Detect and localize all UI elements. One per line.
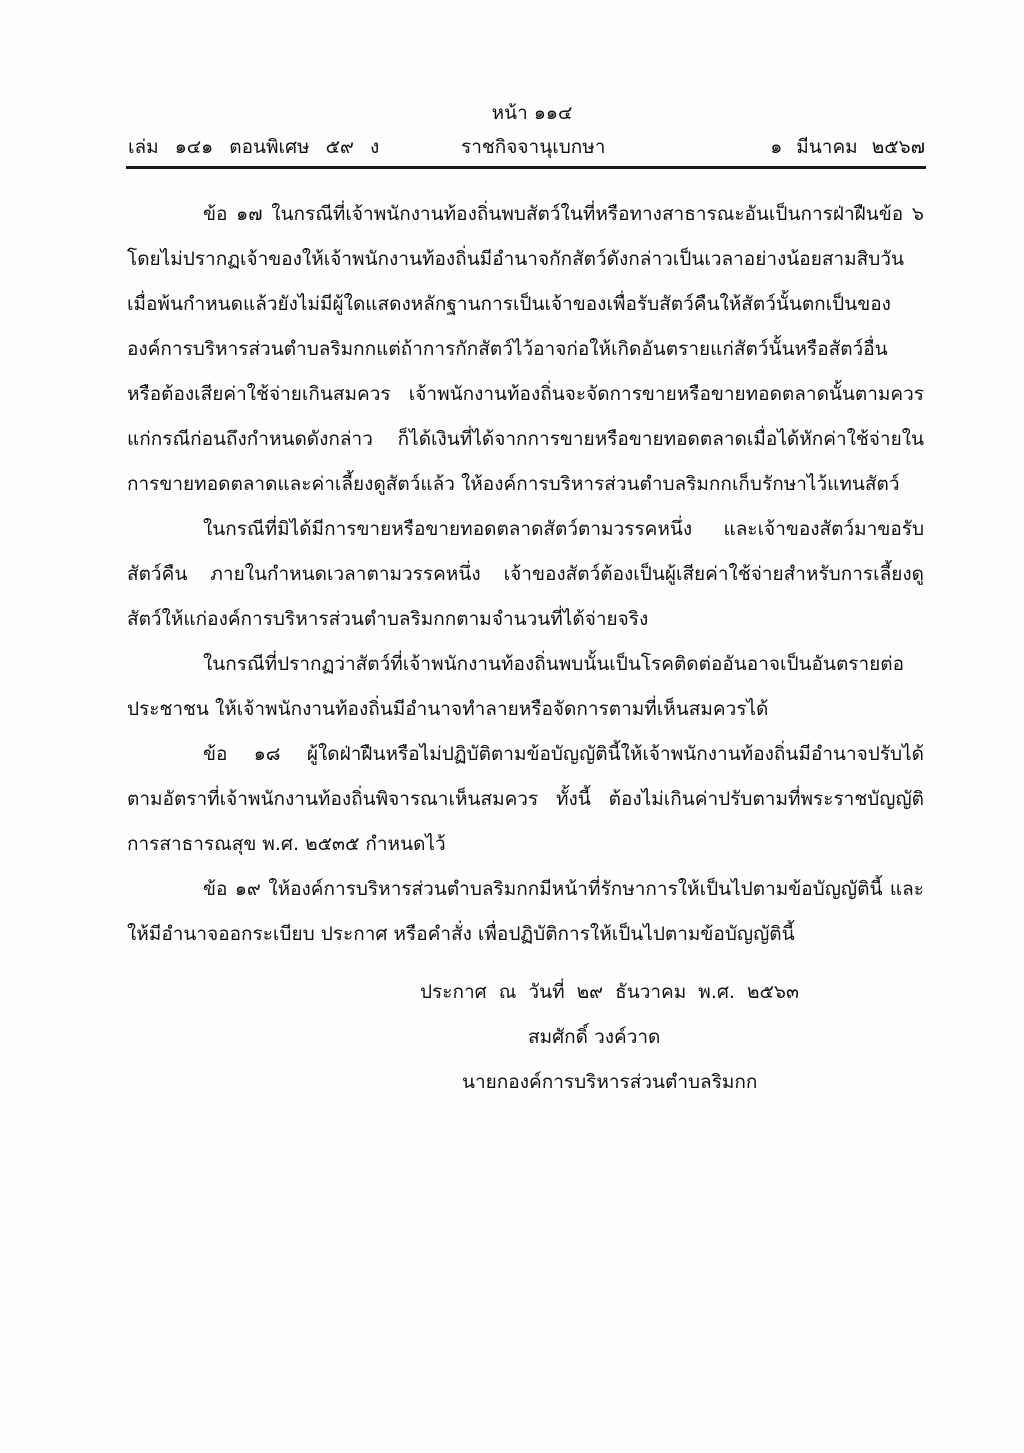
paragraph-clause-17: ข้อ ๑๗ ในกรณีที่เจ้าพนักงานท้องถิ่นพบสัตว์ในที่หรือทางสาธารณะอันเป็นการฝ่าฝืนข้อ ๖ โดยไม่ปรากฏเจ้าของให้เจ้าพนักงานท้องถิ่นมีอำนาจกักสัตว์ดังกล่าวเป็นเวลาอย่างน้อยสามสิบวัน เมื่อพ้นกำหนดแล้วยังไม่มีผู้ใดแสดงหลักฐานการเป็นเจ้าของเพื่อรับสัตว์คืนให้สัตว์นั้นตกเป็นขององค์การบริหารส่วนตำบลริมกกแต่ถ้าการกักสัตว์ไว้อาจก่อให้เกิดอันตรายแก่สัตว์นั้นหรือสัตว์อื่น หรือต้องเสียค่าใช้จ่ายเกินสมควร เจ้าพนักงานท้องถิ่นจะจัดการขายหรือขายทอดตลาดนั้นตามควรแก่กรณีก่อนถึงกำหนดดังกล่าว ก็ได้เงินที่ได้จากการขายหรือขายทอดตลาดเมื่อได้หักค่าใช้จ่ายในการขายทอดตลาดและค่าเลี้ยงดูสัตว์แล้ว ให้องค์การบริหารส่วนตำบลริมกกเก็บรักษาไว้แทนสัตว์	[127, 203, 924, 495]
paragraph-clause-18: ข้อ ๑๘ ผู้ใดฝ่าฝืนหรือไม่ปฏิบัติตามข้อบัญญัตินี้ให้เจ้าพนักงานท้องถิ่นมีอำนาจปรับได้ ตามอัตราที่เจ้าพนักงานท้องถิ่นพิจารณาเห็นสมควร ทั้งนี้ ต้องไม่เกินค่าปรับตามที่พระราชบัญญัติ การสาธารณสุข พ.ศ. ๒๕๓๕ กำหนดไว้	[127, 743, 924, 855]
signatory-title: นายกองค์การบริหารส่วนตำบลริมกก	[462, 1071, 758, 1093]
paragraph-clause-17-third: ในกรณีที่ปรากฏว่าสัตว์ที่เจ้าพนักงานท้องถิ่นพบนั้นเป็นโรคติดต่ออันอาจเป็นอันตรายต่อประชาชน ให้เจ้าพนักงานท้องถิ่นมีอำนาจทำลายหรือจัดการตามที่เห็นสมควรได้	[127, 653, 905, 720]
gazette-header	[128, 132, 925, 162]
paragraph-clause-17-second: ในกรณีที่มิได้มีการขายหรือขายทอดตลาดสัตว์ตามวรรคหนึ่ง และเจ้าของสัตว์มาขอรับสัตว์คืน ภายในกำหนดเวลาตามวรรคหนึ่ง เจ้าของสัตว์ต้องเป็นผู้เสียค่าใช้จ่ายสำหรับการเลี้ยงดูสัตว์ให้แก่องค์การบริหารส่วนตำบลริมกกตามจำนวนที่ได้จ่ายจริง	[127, 518, 924, 630]
document-body	[127, 192, 924, 957]
signatory-name: สมศักดิ์ วงค์วาด	[528, 1026, 661, 1048]
page-number: หน้า ๑๑๔	[491, 102, 573, 124]
header-divider	[126, 166, 926, 169]
publication-date: ๑ มีนาคม ๒๕๖๗	[770, 136, 925, 158]
announcement-date: ประกาศ ณ วันที่ ๒๙ ธันวาคม พ.ศ. ๒๕๖๓	[420, 981, 799, 1003]
gazette-title: ราชกิจจานุเบกษา	[461, 136, 606, 158]
signature-block	[420, 970, 800, 1105]
volume-issue: เล่ม ๑๔๑ ตอนพิเศษ ๕๙ ง	[128, 136, 380, 158]
paragraph-clause-19: ข้อ ๑๙ ให้องค์การบริหารส่วนตำบลริมกกมีหน้าที่รักษาการให้เป็นไปตามข้อบัญญัตินี้ และให้มีอำนาจออกระเบียบ ประกาศ หรือคำสั่ง เพื่อปฏิบัติการให้เป็นไปตามข้อบัญญัตินี้	[127, 878, 924, 945]
